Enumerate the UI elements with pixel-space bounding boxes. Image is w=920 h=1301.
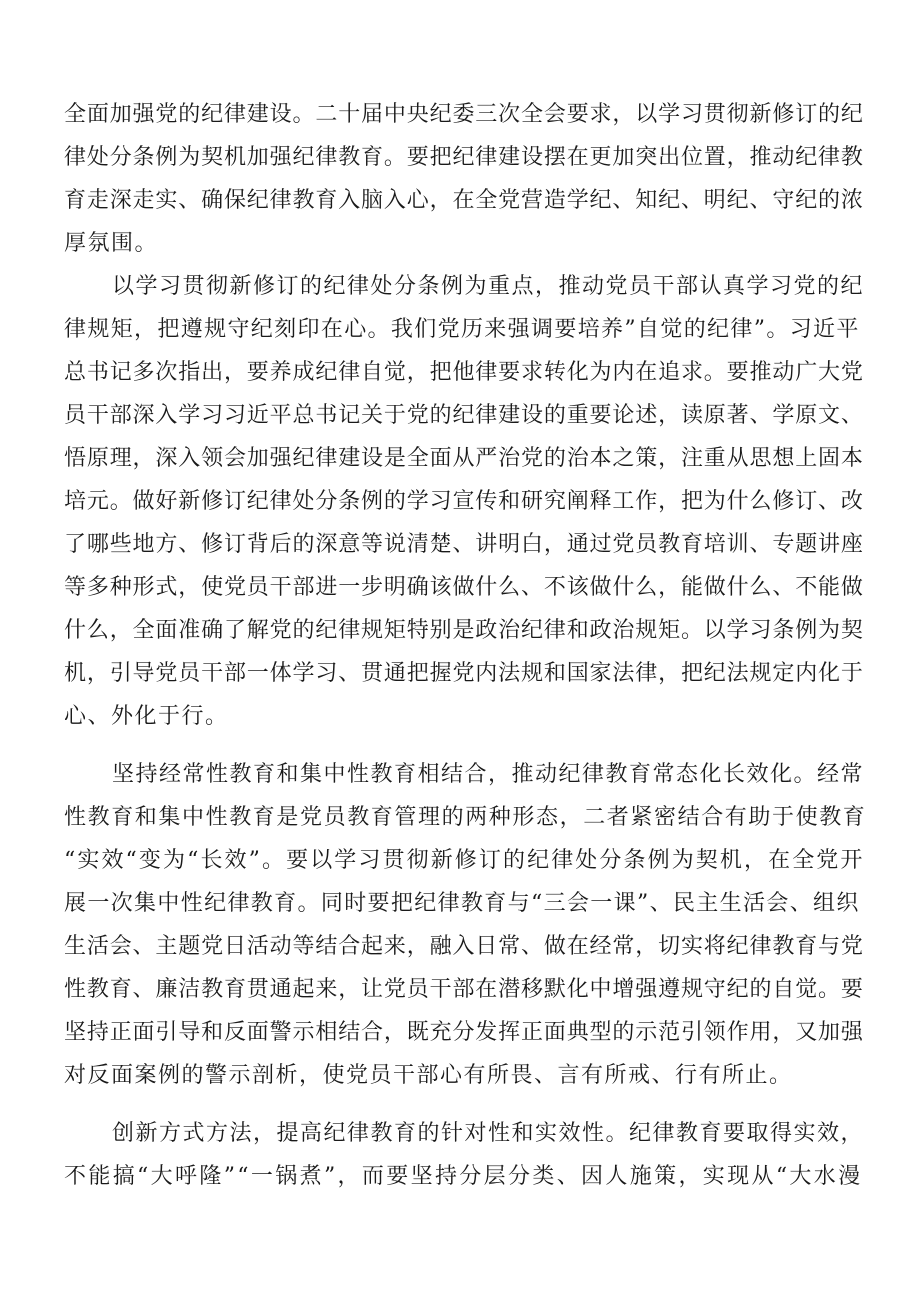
paragraph-3-line-5: 生活会、主题党日活动等结合起来，融入日常、做在经常，切实将纪律教育与党 [64, 934, 864, 959]
paragraph-1-line-3: 育走深走实、确保纪律教育入脑入心，在全党营造学纪、知纪、明纪、守纪的浓 [64, 188, 864, 213]
paragraph-3-line-8: 对反面案例的警示剖析，使党员干部心有所畏、言有所戒、行有所止。 [64, 1063, 793, 1088]
paragraph-3-line-7: 坚持正面引导和反面警示相结合，既充分发挥正面典型的示范引领作用，又加强 [64, 1020, 864, 1045]
paragraph-2-line-5: 悟原理，深入领会加强纪律建设是全面从严治党的治本之策，注重从思想上固本 [64, 446, 864, 471]
paragraph-2-line-10: 机，引导党员干部一体学习、贯通把握党内法规和国家法律，把纪法规定内化于 [64, 661, 864, 686]
paragraph-2-line-2: 律规矩，把遵规守纪刻印在心。我们党历来强调要培养”自觉的纪律”。习近平 [64, 317, 860, 342]
paragraph-1-line-4: 厚氛围。 [64, 231, 159, 256]
paragraph-4-line-1: 创新方式方法，提高纪律教育的针对性和实效性。纪律教育要取得实效， [112, 1121, 865, 1146]
paragraph-1-line-1: 全面加强党的纪律建设。二十届中央纪委三次全会要求，以学习贯彻新修订的纪 [64, 102, 864, 127]
paragraph-2-line-8: 等多种形式，使党员干部进一步明确该做什么、不该做什么，能做什么、不能做 [64, 575, 864, 600]
paragraph-2-line-9: 什么，全面准确了解党的纪律规矩特别是政治纪律和政治规矩。以学习条例为契 [64, 618, 864, 643]
paragraph-2-line-7: 了哪些地方、修订背后的深意等说清楚、讲明白，通过党员教育培训、专题讲座 [64, 532, 864, 557]
paragraph-1-line-2: 律处分条例为契机加强纪律教育。要把纪律建设摆在更加突出位置，推动纪律教 [64, 145, 864, 170]
paragraph-4-line-2: 不能搞“大呼隆”“一锅煮”，而要坚持分层分类、因人施策，实现从“大水漫 [64, 1164, 863, 1189]
paragraph-3-line-6: 性教育、廉洁教育贯通起来，让党员干部在潜移默化中增强遵规守纪的自觉。要 [64, 977, 864, 1002]
paragraph-3-line-1: 坚持经常性教育和集中性教育相结合，推动纪律教育常态化长效化。经常 [112, 762, 865, 787]
paragraph-2-line-3: 总书记多次指出，要养成纪律自觉，把他律要求转化为内在追求。要推动广大党 [64, 360, 864, 385]
paragraph-3-line-3: “实效“变为“长效”。要以学习贯彻新修订的纪律处分条例为契机，在全党开 [64, 848, 865, 873]
paragraph-2-line-11: 心、外化于行。 [64, 704, 229, 729]
paragraph-2-line-4: 员干部深入学习习近平总书记关于党的纪律建设的重要论述，读原著、学原文、 [64, 403, 864, 428]
paragraph-2-line-1: 以学习贯彻新修订的纪律处分条例为重点，推动党员干部认真学习党的纪 [112, 274, 865, 299]
paragraph-3-line-4: 展一次集中性纪律教育。同时要把纪律教育与“三会一课”、民主生活会、组织 [64, 891, 860, 916]
paragraph-2-line-6: 培元。做好新修订纪律处分条例的学习宣传和研究阐释工作，把为什么修订、改 [64, 489, 864, 514]
paragraph-3-line-2: 性教育和集中性教育是党员教育管理的两种形态，二者紧密结合有助于使教育 [64, 805, 867, 830]
